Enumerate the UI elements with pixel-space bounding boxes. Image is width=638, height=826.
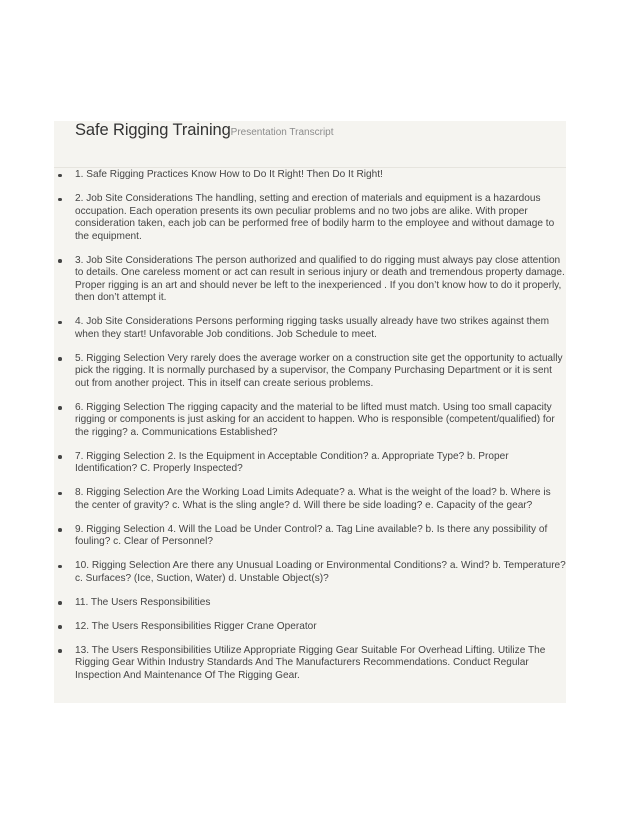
list-item-text: 8. Rigging Selection Are the Working Load Limits Adequate? a. What is the weight of the load? b. Where is the center of gravity? c. What is the sling angle? d. Will there be side loading? e. Capacity of the gear? <box>75 487 551 511</box>
bullet-icon <box>58 528 62 532</box>
list-item-text: 12. The Users Responsibilities Rigger Crane Operator <box>75 620 317 632</box>
title-line <box>75 121 334 140</box>
bullet-icon <box>58 455 62 459</box>
list-item-text: 13. The Users Responsibilities Utilize Appropriate Rigging Gear Suitable For Overhead Lifting. Utilize The Rigging Gear Within Industry Standards And The Manufacturers Recommendations. Conduct Regular Inspection And Maintenance Of The Rigging Gear. <box>75 644 546 681</box>
bullet-icon <box>58 174 62 178</box>
list-item <box>54 645 566 683</box>
bullet-icon <box>58 406 62 410</box>
transcript-page <box>54 121 566 703</box>
list-item-text: 6. Rigging Selection The rigging capacity and the material to be lifted must match. Using too small capacity rigging or components is just asking for an accident to happen. Who is responsible (competent/qualified) for the rigging? a. Communications Established? <box>75 401 555 438</box>
bullet-icon <box>58 259 62 263</box>
list-item <box>54 451 566 476</box>
list-item <box>54 560 566 585</box>
page-header <box>54 121 566 168</box>
list-item <box>54 169 566 182</box>
bullet-icon <box>58 601 62 605</box>
list-item-text: 3. Job Site Considerations The person authorized and qualified to do rigging must always pay close attention to details. One careless moment or act can result in serious injury or death and tremendous property damage. Proper rigging is an art and should never be left to the inexperienced . If you don’t know how to do it properly, then don’t attempt it. <box>75 254 565 303</box>
list-item <box>54 621 566 634</box>
page-subtitle: Presentation Transcript <box>230 127 334 138</box>
bullet-icon <box>58 321 62 325</box>
list-item-text: 11. The Users Responsibilities <box>75 596 211 608</box>
bullet-icon <box>58 198 62 202</box>
list-item-text: 5. Rigging Selection Very rarely does the average worker on a construction site get the opportunity to actually pick the rigging. It is normally purchased by a supervisor, the Company Purchasing Department or it is sent out from another project. This in itself can create serious problems. <box>75 352 563 389</box>
list-item <box>54 524 566 549</box>
page-title: Safe Rigging Training <box>75 121 231 139</box>
list-item <box>54 402 566 440</box>
list-item-text: 2. Job Site Considerations The handling, setting and erection of materials and equipment is a hazardous occupation. Each operation presents its own peculiar problems and no two jobs are alike. With proper consideration taken, each job can be performed free of bodily harm to the employee and without damage to the equipment. <box>75 193 555 242</box>
list-item <box>54 193 566 243</box>
list-item-text: 10. Rigging Selection Are there any Unusual Loading or Environmental Conditions? a. Wind? b. Temperature? c. Surfaces? (Ice, Suction, Water) d. Unstable Object(s)? <box>75 560 566 584</box>
list-item-text: 9. Rigging Selection 4. Will the Load be Under Control? a. Tag Line available? b. Is there any possibility of fouling? c. Clear of Personnel? <box>75 523 548 547</box>
bullet-icon <box>58 649 62 653</box>
bullet-icon <box>58 492 62 496</box>
list-item-text: 7. Rigging Selection 2. Is the Equipment in Acceptable Condition? a. Appropriate Type? b. Proper Identification? C. Properly Inspected? <box>75 450 509 474</box>
list-item <box>54 255 566 305</box>
list-item-text: 4. Job Site Considerations Persons performing rigging tasks usually already have two strikes against them when they start! Unfavorable Job conditions. Job Schedule to meet. <box>75 316 550 340</box>
list-item <box>54 597 566 610</box>
transcript-list <box>54 167 566 682</box>
list-item <box>54 487 566 512</box>
bullet-icon <box>58 565 62 569</box>
list-item <box>54 353 566 391</box>
list-item <box>54 316 566 341</box>
bullet-icon <box>58 357 62 361</box>
list-item-text: 1. Safe Rigging Practices Know How to Do It Right! Then Do It Right! <box>75 169 383 180</box>
bullet-icon <box>58 625 62 629</box>
